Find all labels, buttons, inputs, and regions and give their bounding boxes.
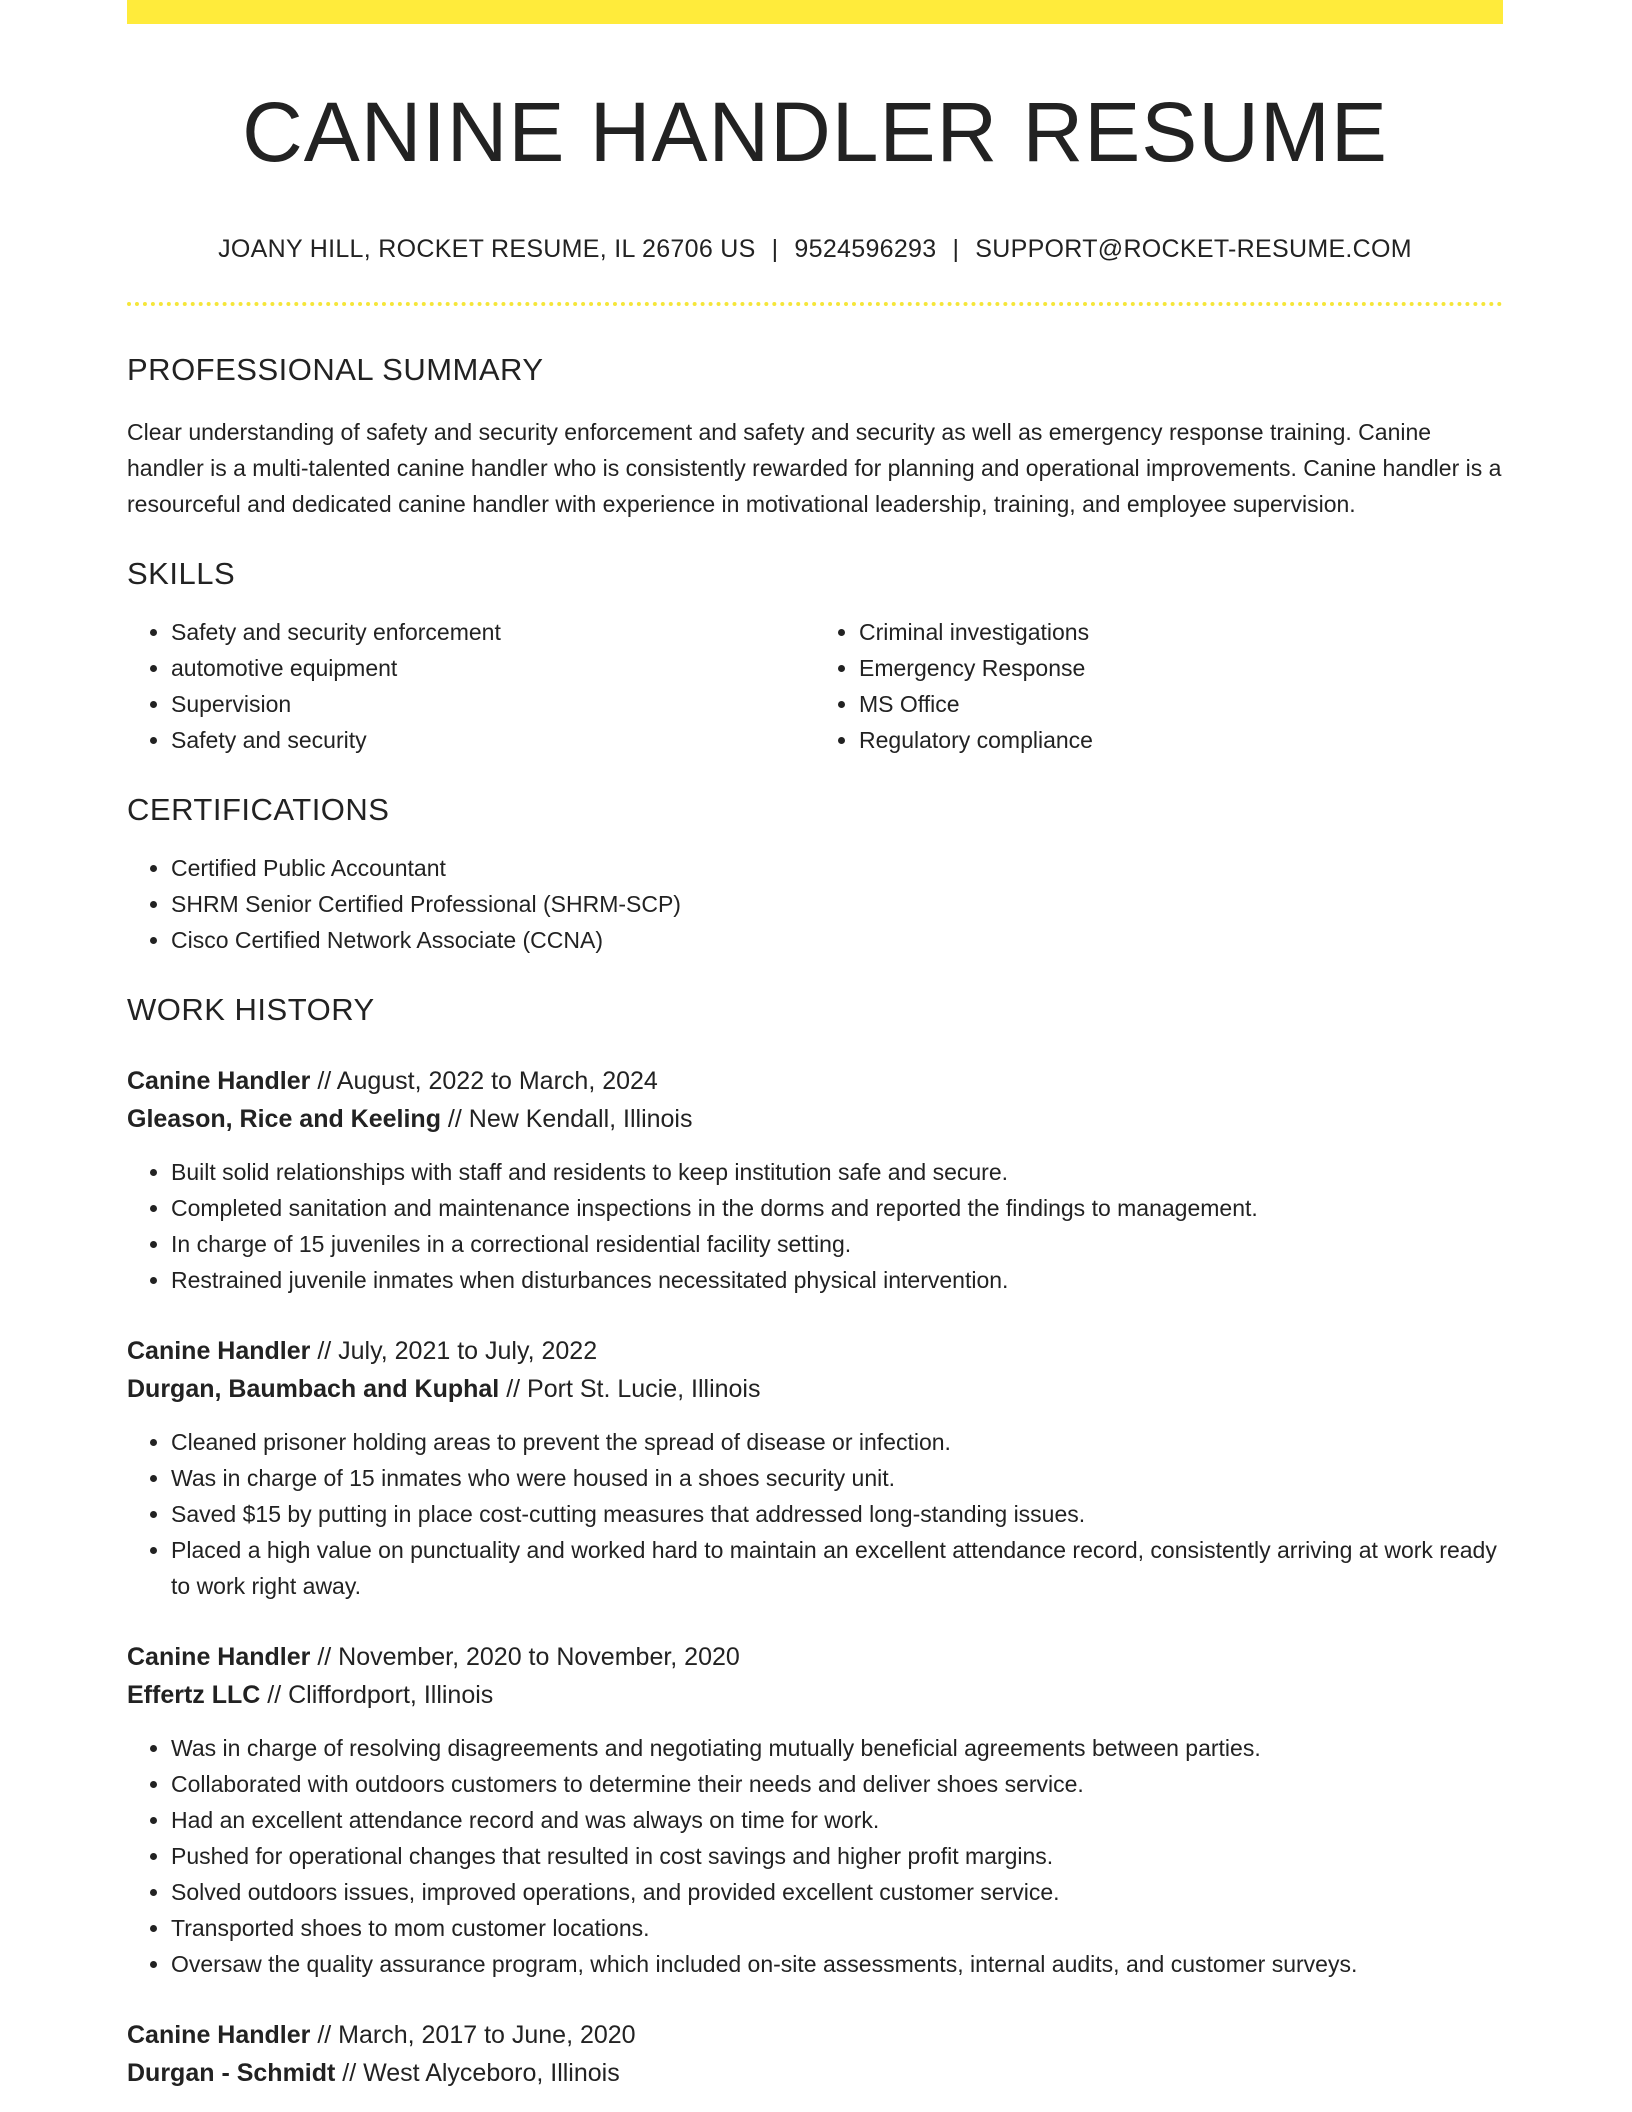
certifications-list: [127, 850, 1503, 958]
job-dates: // July, 2021 to July, 2022: [310, 1336, 598, 1365]
job-dates: // November, 2020 to November, 2020: [310, 1642, 740, 1671]
job-title-line: [127, 1332, 1503, 1370]
job-company-line: [127, 2054, 1503, 2092]
resume-page: [127, 0, 1503, 2112]
skills-heading: SKILLS: [127, 555, 236, 591]
job-bullet: • Transported shoes to mom customer locations.: [171, 1910, 1503, 1946]
contact-email: SUPPORT@ROCKET-RESUME.COM: [975, 234, 1412, 263]
job-bullet: • Completed sanitation and maintenance inspections in the dorms and reported the findings to management.: [171, 1190, 1503, 1226]
job-bullet: • Placed a high value on punctuality and worked hard to maintain an excellent attendance record, consistently arriving at work ready to work right away.: [171, 1532, 1503, 1604]
job-bullet: • Had an excellent attendance record and was always on time for work.: [171, 1802, 1503, 1838]
job-location: // Cliffordport, Illinois: [260, 1680, 494, 1709]
skills-list-left: [127, 614, 815, 758]
skill-item: • Safety and security enforcement: [171, 614, 815, 650]
job-company: Gleason, Rice and Keeling: [127, 1104, 441, 1133]
job-dates: // August, 2022 to March, 2024: [310, 1066, 658, 1095]
contact-address: JOANY HILL, ROCKET RESUME, IL 26706 US: [218, 234, 756, 263]
skill-item: • Emergency Response: [859, 650, 1503, 686]
job-entry: [127, 1638, 1503, 1982]
job-title-line: [127, 1062, 1503, 1100]
job-entry: [127, 1062, 1503, 1298]
job-company: Durgan, Baumbach and Kuphal: [127, 1374, 500, 1403]
job-bullet: • Pushed for operational changes that resulted in cost savings and higher profit margins.: [171, 1838, 1503, 1874]
skill-item: • Regulatory compliance: [859, 722, 1503, 758]
job-title: Canine Handler: [127, 1336, 311, 1365]
skill-item: • Safety and security: [171, 722, 815, 758]
skills-list-right: [815, 614, 1503, 758]
job-company-line: [127, 1676, 1503, 1714]
skill-item: • MS Office: [859, 686, 1503, 722]
job-bullets: [127, 1154, 1503, 1298]
job-bullet: • In charge of 15 juveniles in a correctional residential facility setting.: [171, 1226, 1503, 1262]
certification-item: • Cisco Certified Network Associate (CCNA): [171, 922, 1503, 958]
job-location: // West Alyceboro, Illinois: [335, 2058, 620, 2087]
certification-item: • Certified Public Accountant: [171, 850, 1503, 886]
job-company: Effertz LLC: [127, 1680, 261, 1709]
job-title-line: [127, 2016, 1503, 2054]
contact-line: [127, 235, 1503, 264]
work-history-heading: WORK HISTORY: [127, 991, 375, 1027]
job-company: Durgan - Schmidt: [127, 2058, 336, 2087]
job-bullet: • Built solid relationships with staff and residents to keep institution safe and secure.: [171, 1154, 1503, 1190]
job-entry: [127, 1332, 1503, 1604]
job-title-line: [127, 1638, 1503, 1676]
job-company-line: [127, 1370, 1503, 1408]
job-title: Canine Handler: [127, 1066, 311, 1095]
summary-text: Clear understanding of safety and security enforcement and safety and security as well as emergency response training. Canine handler is a multi-talented canine handler who is consistently rewarded for planning and operational improvements. Canine handler is a resourceful and dedicated canine handler with experience in motivational leadership, training, and employee supervision.: [127, 418, 1502, 517]
job-entry: [127, 2016, 1503, 2092]
certifications-heading: CERTIFICATIONS: [127, 791, 390, 827]
job-dates: // March, 2017 to June, 2020: [310, 2020, 636, 2049]
skill-item: • automotive equipment: [171, 650, 815, 686]
job-bullet: • Oversaw the quality assurance program, which included on-site assessments, internal audits, and customer surveys.: [171, 1946, 1503, 1982]
dotted-divider: [127, 302, 1503, 306]
job-bullets: [127, 1424, 1503, 1604]
job-bullet: • Collaborated with outdoors customers to determine their needs and deliver shoes service.: [171, 1766, 1503, 1802]
job-title: Canine Handler: [127, 2020, 311, 2049]
job-title: Canine Handler: [127, 1642, 311, 1671]
job-bullet: • Restrained juvenile inmates when disturbances necessitated physical intervention.: [171, 1262, 1503, 1298]
skills-grid: [127, 614, 1503, 758]
resume-title: CANINE HANDLER RESUME: [242, 85, 1388, 179]
job-bullets: [127, 1730, 1503, 1982]
job-bullet: • Solved outdoors issues, improved operations, and provided excellent customer service.: [171, 1874, 1503, 1910]
summary-heading: PROFESSIONAL SUMMARY: [127, 351, 544, 387]
skill-item: • Criminal investigations: [859, 614, 1503, 650]
contact-separator: |: [952, 234, 960, 263]
accent-top-bar: [127, 0, 1503, 24]
contact-separator: |: [771, 234, 779, 263]
contact-phone: 9524596293: [794, 234, 937, 263]
job-bullet: • Was in charge of 15 inmates who were housed in a shoes security unit.: [171, 1460, 1503, 1496]
job-location: // Port St. Lucie, Illinois: [499, 1374, 761, 1403]
job-bullet: • Was in charge of resolving disagreements and negotiating mutually beneficial agreements between parties.: [171, 1730, 1503, 1766]
job-bullet: • Cleaned prisoner holding areas to prevent the spread of disease or infection.: [171, 1424, 1503, 1460]
certification-item: • SHRM Senior Certified Professional (SHRM-SCP): [171, 886, 1503, 922]
job-bullet: • Saved $15 by putting in place cost-cutting measures that addressed long-standing issues.: [171, 1496, 1503, 1532]
job-company-line: [127, 1100, 1503, 1138]
job-location: // New Kendall, Illinois: [440, 1104, 693, 1133]
skill-item: • Supervision: [171, 686, 815, 722]
